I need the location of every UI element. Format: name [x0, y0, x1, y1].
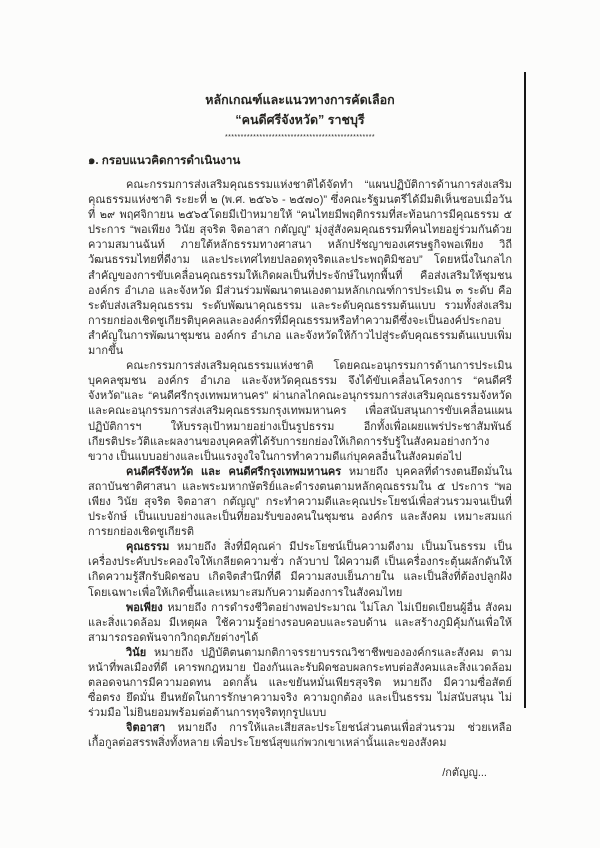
paragraph-text: คณะกรรมการส่งเสริมคุณธรรมแห่งชาติ โดยคณะอนุกรรมการด้านการประเมินบุคคลชุมชน องค์กร อำเภอ และจังหวัดคุณธรรม จึงได้ขับเคลื่อนโครงการ “คนดีศรีจังหวัด”และ “คนดีศรีกรุงเทพมหานคร” ผ่านกลไกคณะอนุกรรมการส่งเสริมคุณธรรมจังหวัดและคณะอนุกรรมการส่งเสริมคุณธรรมกรุงเทพมหานคร เพื่อสนับสนุนการขับเคลื่อนแผนปฏิบัติการฯ ให้บรรลุเป้าหมายอย่างเป็นรูปธรรม อีกทั้งเพื่อเผยแพร่ประชาสัมพันธ์เกียรติประวัติและผลงานของบุคคลที่ได้รับการยกย่องให้เกิดการรับรู้ในสังคมอย่างกว้างขวาง เป็นแบบอย่างและเป็นแรงจูงใจในการทำความดีแก่บุคคลอื่นในสังคมต่อไป — [88, 360, 512, 463]
paragraph-lead: จิตอาสา — [126, 722, 166, 735]
paragraph-lead: พอเพียง — [126, 601, 163, 614]
paragraph — [88, 359, 512, 465]
paragraph-lead: วินัย — [126, 646, 147, 659]
paragraph-text: หมายถึง ปฏิบัติตนตามกติกาจรรยาบรรณวิชาชีพขององค์กรและสังคม ตามหน้าที่พลเมืองที่ดี เคารพกฎหมาย ป้องกันและรับผิดชอบผลกระทบต่อสังคมและสิ่งแวดล้อม ตลอดจนการมีความอดทน อดกลั้น และขยันหมั่นเพียรสุจริต หมายถึง มีความซื่อสัตย์ ซื่อตรง ยึดมั่น ยืนหยัดในการรักษาความจริง ความถูกต้อง และเป็นธรรม ไม่สนับสนุน ไม่ร่วมมือ ไม่ยินยอมพร้อมต่อต้านการทุจริตทุกรูปแบบ — [88, 646, 512, 720]
dotted-separator: ************************************************ — [225, 134, 375, 141]
paragraph-lead: คนดีศรีจังหวัด และ คนดีศรีกรุงเทพมหานคร — [126, 465, 342, 478]
continuation-note: /กตัญญู... — [442, 766, 487, 779]
paragraph-text: หมายถึง การดำรงชีวิตอย่างพอประมาณ ไม่โลภ ไม่เบียดเบียนผู้อื่น สังคม และสิ่งแวดล้อม มีเหตุผล ใช้ความรู้อย่างรอบคอบและรอบด้าน และสร้างภูมิคุ้มกันเพื่อให้สามารถรอดพ้นจากวิกฤตภัยต่างๆได้ — [88, 601, 512, 644]
paragraph — [88, 646, 512, 721]
paragraph — [88, 540, 512, 600]
paragraph-lead: คุณธรรม — [126, 541, 170, 554]
paragraph — [88, 721, 512, 751]
section-heading: ๑. กรอบแนวคิดการดำเนินงาน — [88, 154, 241, 167]
document-title-line2: “คนดีศรีจังหวัด” ราชบุรี — [235, 113, 365, 127]
paragraph — [88, 178, 512, 359]
scan-edge-line — [524, 72, 526, 708]
paragraph-text: หมายถึง สิ่งที่มีคุณค่า มีประโยชน์เป็นความดีงาม เป็นมโนธรรม เป็นเครื่องประคับประคองใจให้เกลียดความชั่ว กลัวบาป ใฝ่ความดี เป็นเครื่องกระตุ้นผลักดันให้เกิดความรู้สึกรับผิดชอบ เกิดจิตสำนึกที่ดี มีความสงบเย็นภายใน และเป็นสิ่งที่ต้องปลูกฝังโดยเฉพาะเพื่อให้เกิดขึ้นและเหมาะสมกับความต้องการในสังคมไทย — [88, 541, 512, 599]
document-title-line1: หลักเกณฑ์และแนวทางการคัดเลือก — [205, 93, 395, 107]
paragraph — [88, 601, 512, 646]
paragraph-text: คณะกรรมการส่งเสริมคุณธรรมแห่งชาติได้จัดทำ “แผนปฏิบัติการด้านการส่งเสริมคุณธรรมแห่งชาติ ระยะที่ ๒ (พ.ศ. ๒๕๖๖ - ๒๕๗๐)” ซึ่งคณะรัฐมนตรีได้มีมติเห็นชอบเมื่อวันที่ ๒๙ พฤศจิกายน ๒๕๖๕โดยมีเป้าหมายให้ “คนไทยมีพฤติกรรมที่สะท้อนการมีคุณธรรม ๕ ประการ “พอเพียง วินัย สุจริต จิตอาสา กตัญญู” มุ่งสู่สังคมคุณธรรมที่คนไทยอยู่ร่วมกันด้วยความสมานฉันท์ ภายใต้หลักธรรมทางศาสนา หลักปรัชญาของเศรษฐกิจพอเพียง วิถีวัฒนธรรมไทยที่ดีงาม และประเทศไทยปลอดทุจริตและประพฤติมิชอบ” โดยหนึ่งในกลไกสำคัญของการขับเคลื่อนคุณธรรมให้เกิดผลเป็นที่ประจักษ์ในทุกพื้นที่ คือส่งเสริมให้ชุมชน องค์กร อำเภอ และจังหวัด มีส่วนร่วมพัฒนาตนเองตามหลักเกณฑ์การประเมิน ๓ ระดับ คือ ระดับส่งเสริมคุณธรรม ระดับพัฒนาคุณธรรม และระดับคุณธรรมต้นแบบ รวมทั้งส่งเสริมการยกย่องเชิดชูเกียรติบุคคลและองค์กรที่มีคุณธรรมหรือทำความดีซึ่งจะเป็นองค์ประกอบสำคัญในการพัฒนาชุมชน องค์กร อำเภอ และจังหวัดให้ก้าวไปสู่ระดับคุณธรรมต้นแบบเพิ่มมากขึ้น — [88, 179, 512, 358]
paragraph-text: หมายถึง การให้และเสียสละประโยชน์ส่วนตนเพื่อส่วนรวม ช่วยเหลือเกื้อกูลต่อสรรพสิ่งทั้งหลาย เพื่อประโยชน์สุขแก่พวกเขาเหล่านั้นและของสังคม — [88, 722, 512, 750]
paragraph-text: หมายถึง บุคคลที่ดำรงตนยึดมั่นในสถาบันชาติศาสนา และพระมหากษัตริย์และดำรงตนตามหลักคุณธรรมใน ๕ ประการ “พอเพียง วินัย สุจริต จิตอาสา กตัญญู” กระทำความดีและคุณประโยชน์เพื่อส่วนรวมจนเป็นที่ประจักษ์ เป็นแบบอย่างและเป็นที่ยอมรับของคนในชุมชน องค์กร และสังคม เหมาะสมแก่การยกย่องเชิดชูเกียรติ — [88, 465, 512, 539]
paragraph — [88, 465, 512, 540]
